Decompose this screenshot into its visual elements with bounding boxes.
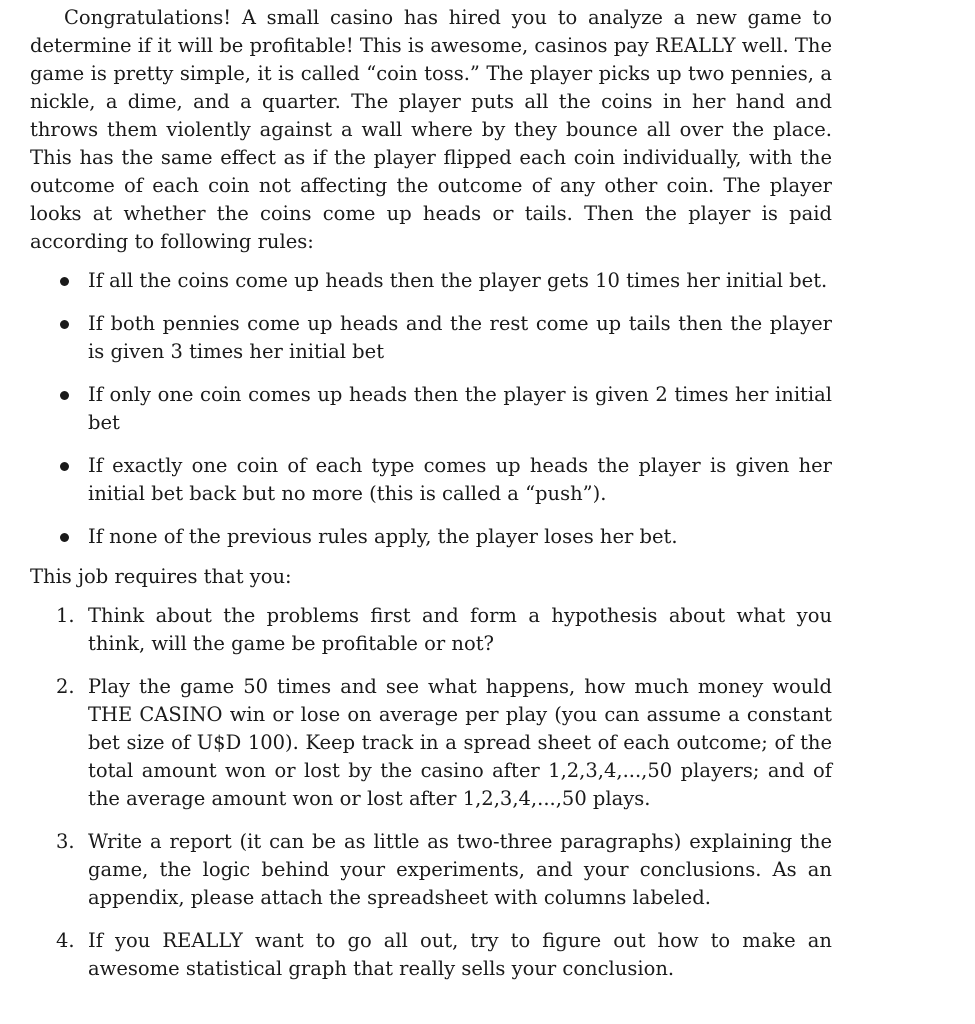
rule-text: If none of the previous rules apply, the player loses her bet. bbox=[88, 525, 678, 548]
rule-text: If exactly one coin of each type comes up heads the player is given her initial bet back but no more (this is called a “push”). bbox=[88, 454, 832, 505]
intro-paragraph: Congratulations! A small casino has hired you to analyze a new game to determine if it will be profitable! This is awesome, casinos pay REALLY well. The game is pretty simple, it is called “coin toss.” The player picks up two pennies, a nickle, a dime, and a quarter. The player puts all the coins in her hand and throws them violently against a wall where by they bounce all over the place. This has the same effect as if the player flipped each coin individually, with the outcome of each coin not affecting the outcome of any other coin. The player looks at whether the coins come up heads or tails. Then the player is paid according to following rules: bbox=[30, 6, 832, 253]
requirements-intro: This job requires that you: bbox=[30, 565, 292, 588]
task-text: If you REALLY want to go all out, try to figure out how to make an awesome statistical graph that really sells your conclusion. bbox=[88, 929, 832, 980]
task-list bbox=[30, 602, 832, 983]
rule-text: If all the coins come up heads then the player gets 10 times her initial bet. bbox=[88, 269, 828, 292]
list-item bbox=[30, 310, 832, 366]
list-item bbox=[30, 602, 832, 658]
list-item bbox=[30, 523, 832, 551]
list-item bbox=[30, 267, 832, 295]
bullet-icon bbox=[60, 462, 69, 471]
task-number: 1. bbox=[56, 604, 75, 627]
task-number: 4. bbox=[56, 929, 75, 952]
task-text: Think about the problems first and form a hypothesis about what you think, will the game be profitable or not? bbox=[88, 604, 832, 655]
bullet-icon bbox=[60, 277, 69, 286]
payout-rules-list bbox=[30, 267, 832, 551]
bullet-icon bbox=[60, 320, 69, 329]
rule-text: If both pennies come up heads and the rest come up tails then the player is given 3 times her initial bet bbox=[88, 312, 832, 363]
rule-text: If only one coin comes up heads then the player is given 2 times her initial bet bbox=[88, 383, 832, 434]
list-item bbox=[30, 828, 832, 912]
assignment-document bbox=[30, 4, 832, 983]
task-number: 3. bbox=[56, 830, 75, 853]
bullet-icon bbox=[60, 533, 69, 542]
task-text: Play the game 50 times and see what happens, how much money would THE CASINO win or lose on average per play (you can assume a constant bet size of U$D 100). Keep track in a spread sheet of each outcome; of the total amount won or lost by the casino after 1,2,3,4,...,50 players; and of the average amount won or lost after 1,2,3,4,...,50 plays. bbox=[88, 675, 832, 810]
task-text: Write a report (it can be as little as two-three paragraphs) explaining the game, the logic behind your experiments, and your conclusions. As an appendix, please attach the spreadsheet with columns labeled. bbox=[88, 830, 832, 909]
bullet-icon bbox=[60, 391, 69, 400]
list-item bbox=[30, 452, 832, 508]
list-item bbox=[30, 927, 832, 983]
list-item bbox=[30, 673, 832, 813]
task-number: 2. bbox=[56, 675, 75, 698]
list-item bbox=[30, 381, 832, 437]
